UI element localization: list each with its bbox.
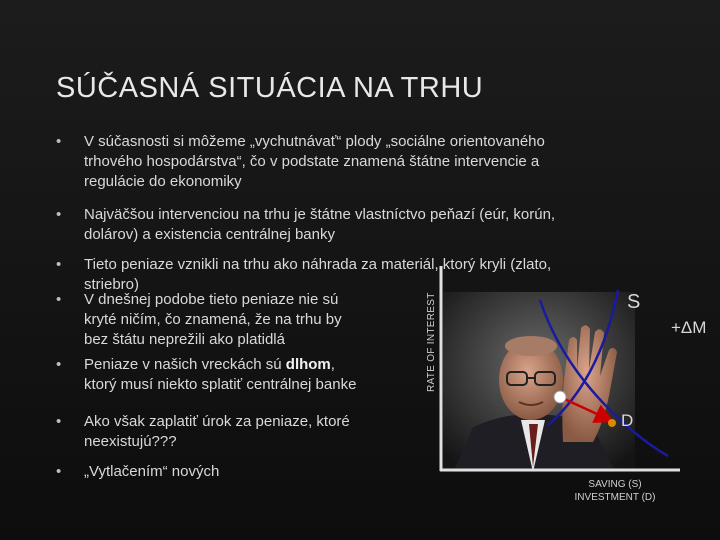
bullet-dot: • bbox=[56, 413, 62, 430]
supply-label: S bbox=[627, 291, 641, 313]
bullet-text: Tieto peniaze vznikli na trhu ako náhrada za materiál, ktorý kryli (zlato, striebro) bbox=[84, 256, 552, 293]
demand-curve bbox=[540, 300, 668, 456]
bullet-dot: • bbox=[56, 463, 62, 480]
bullet-text-part: Peniaze v našich vreckách sú bbox=[84, 356, 286, 373]
slide-title: SÚČASNÁ SITUÁCIA NA TRHU bbox=[56, 72, 484, 104]
bullet-text: Ako však zaplatiť úrok za peniaze, ktoré neexistujú??? bbox=[84, 413, 350, 450]
y-axis-label: RATE OF INTEREST bbox=[426, 292, 437, 392]
bullet-dot: • bbox=[56, 356, 62, 373]
money-shift-label: +ΔM bbox=[671, 318, 707, 337]
bullet-dot: • bbox=[56, 206, 62, 223]
new-equilibrium-point bbox=[608, 419, 616, 427]
bullet-dot: • bbox=[56, 256, 62, 273]
bullet-text: V súčasnosti si môžeme „vychutnávať“ plody „sociálne orientovaného trhového hospodárstva“, čo v podstate znamená štátne intervencie a regulácie do ekonomiky bbox=[84, 133, 545, 190]
bullet-text: Najväčšou intervenciou na trhu je štátne vlastníctvo peňazí (eúr, korún, dolárov) a existencia centrálnej banky bbox=[84, 206, 556, 243]
bullet-dot: • bbox=[56, 133, 62, 150]
demand-label: D bbox=[621, 411, 634, 430]
bullet-text: „Vytlačením“ nových bbox=[84, 463, 220, 480]
bullet-text-bold: dlhom bbox=[285, 356, 331, 373]
bullet-text: V dnešnej podobe tieto peniaze nie sú kryté ničím, čo znamená, že na trhu by bez štátu neprežili ako platidlá bbox=[84, 291, 342, 348]
x-axis-label: SAVING (S) INVESTMENT (D) bbox=[574, 479, 656, 503]
bullet-text-part: , ktorý musí niekto splatiť centrálnej banke bbox=[84, 356, 357, 393]
supply-curve bbox=[548, 290, 618, 425]
equilibrium-point bbox=[554, 391, 566, 403]
bullet-dot: • bbox=[56, 291, 62, 308]
